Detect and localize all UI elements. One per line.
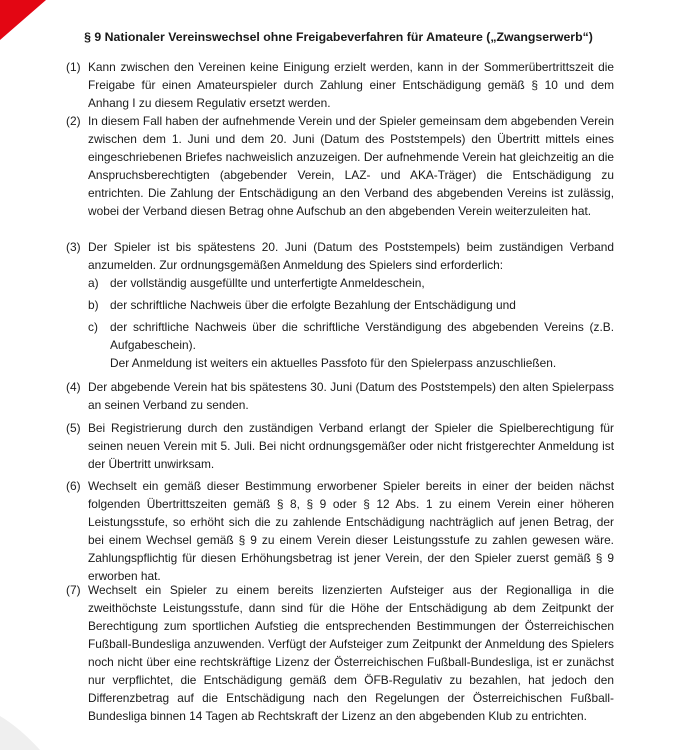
list-letter: b)	[88, 298, 99, 312]
paragraph-number: (5)	[66, 421, 81, 435]
paragraph-number: (4)	[66, 380, 81, 394]
list-letter: a)	[88, 276, 99, 290]
paragraph-number: (2)	[66, 114, 81, 128]
paragraph-text: Wechselt ein gemäß dieser Bestimmung erworbener Spieler bereits in einer der beiden nächst folgenden Übertrittszeiten gemäß § 8, § 9 oder § 12 Abs. 1 zu einem Verein einer höheren Leistungsstufe, so erhöht sich die zu zahlende Entschädigung nachträglich auf jenen Betrag, der bei einem Wechsel gemäß § 9 zu einem Verein dieser Leistungsstufe zu zahlen gewesen wäre. Zahlungspflichtig für diesen Erhöhungsbetrag ist jener Verein, der den Spieler zuerst gemäß § 9 erworben hat.	[88, 479, 614, 583]
paragraph-text: Wechselt ein Spieler zu einem bereits lizenzierten Aufsteiger aus der Regionalliga in die zweithöchste Leistungsstufe, dann sind für die Höhe der Entschädigung ab dem Zeitpunkt der Berechtigung zum sportlichen Aufstieg die entsprechenden Bestimmungen der Österreichischen Fußball-Bundesliga anzuwenden. Verfügt der Aufsteiger zum Zeitpunkt der Anmeldung des Spielers noch nicht über eine rechtskräftige Lizenz der Österreichischen Fußball-Bundesliga, ist er zunächst nur verpflichtet, die Entschädigung gemäß dem ÖFB-Regulativ zu bezahlen, hat jedoch den Differenzbetrag auf die Entschädigung nach den Regelungen der Österreichischen Fußball-Bundesliga binnen 14 Tagen ab Rechtskraft der Lizenz an den abgebenden Klub zu entrichten.	[88, 583, 614, 723]
corner-decoration-bottom	[0, 712, 40, 750]
paragraph-number: (1)	[66, 60, 81, 74]
paragraph-text: In diesem Fall haben der aufnehmende Verein und der Spieler gemeinsam dem abgebenden Verein zwischen dem 1. Juni und dem 20. Juni (Datum des Poststempels) den Übertritt mittels eines eingeschriebenen Briefes nachweislich anzuzeigen. Der aufnehmende Verein hat gleichzeitig an die Anspruchsberechtigten (abgebender Verein, LAZ- und AKA-Träger) die Entschädigung zu entrichten. Die Zahlung der Entschädigung an den Verband des abgebenden Vereins ist zulässig, wobei der Verband diesen Betrag ohne Aufschub an den abgebenden Verein weiterzuleiten hat.	[88, 114, 614, 218]
paragraph-number: (7)	[66, 583, 81, 597]
paragraph-text: Der abgebende Verein hat bis spätestens 30. Juni (Datum des Poststempels) den alten Spielerpass an seinen Verband zu senden.	[88, 380, 614, 412]
paragraph-text: Kann zwischen den Vereinen keine Einigung erzielt werden, kann in der Sommerübertrittszeit die Freigabe für einen Amateurspieler durch Zahlung einer Entschädigung gemäß § 10 und dem Anhang I zu diesem Regulativ ersetzt werden.	[88, 60, 614, 110]
paragraph-3-note: Der Anmeldung ist weiters ein aktuelles Passfoto für den Spielerpass anzuschließen.	[110, 356, 557, 370]
paragraph-text: Der Spieler ist bis spätestens 20. Juni (Datum des Poststempels) beim zuständigen Verband anzumelden. Zur ordnungsgemäßen Anmeldung des Spielers sind erforderlich:	[88, 240, 614, 272]
list-text: der vollständig ausgefüllte und unterfertigte Anmeldeschein,	[110, 276, 425, 290]
paragraph-text: Bei Registrierung durch den zuständigen Verband erlangt der Spieler die Spielberechtigung für seinen neuen Verein mit 5. Juli. Bei nicht ordnungsgemäßer oder nicht fristgerechter Anmeldung ist der Übertritt unwirksam.	[88, 421, 614, 471]
list-text: der schriftliche Nachweis über die schriftliche Verständigung des abgebenden Vereins (z.B. Aufgabeschein).	[110, 320, 614, 352]
section-title: § 9 Nationaler Vereinswechsel ohne Freigabeverfahren für Amateure („Zwangserwerb“)	[84, 30, 593, 44]
list-text: der schriftliche Nachweis über die erfolgte Bezahlung der Entschädigung und	[110, 298, 516, 312]
paragraph-number: (6)	[66, 479, 81, 493]
list-letter: c)	[88, 320, 98, 334]
paragraph-number: (3)	[66, 240, 81, 254]
